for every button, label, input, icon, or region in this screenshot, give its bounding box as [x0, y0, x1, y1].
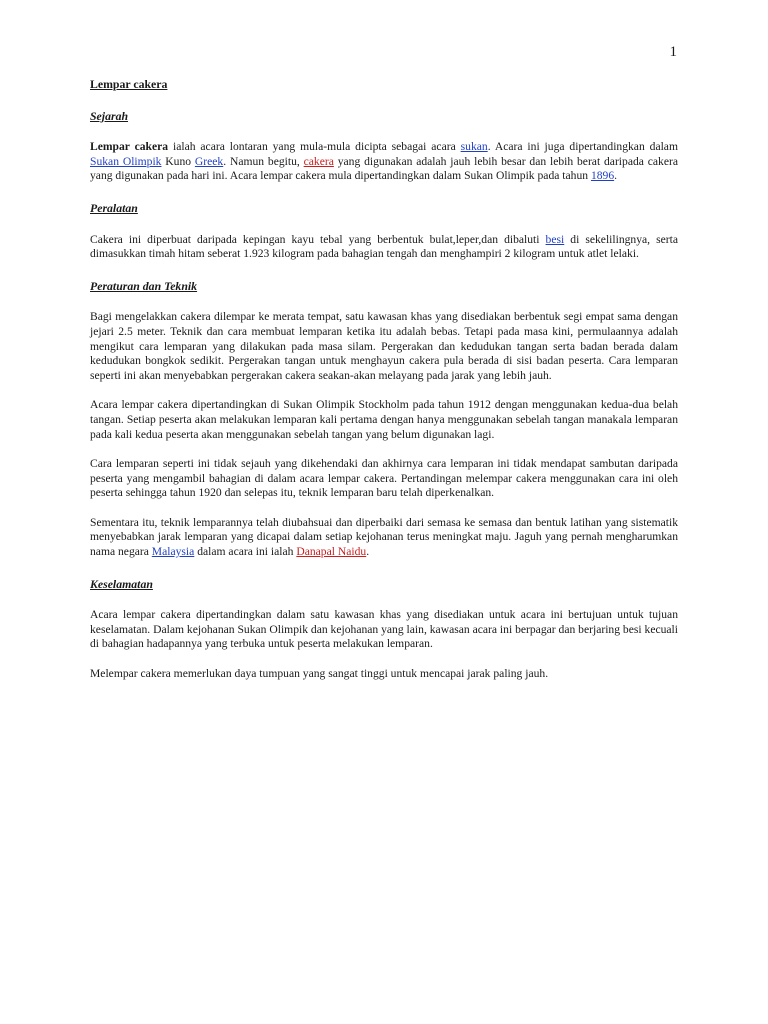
paragraph-peraturan-2: Acara lempar cakera dipertandingkan di Sukan Olimpik Stockholm pada tahun 1912 dengan menggunakan kedua-dua belah tangan. Setiap peserta akan melakukan lemparan kali pertama dengan hanya menggunakan sebelah tangan manakala lemparan pada kali kedua peserta akan menggunakan sebelah tangan yang belum digunakan lagi. [90, 398, 678, 441]
link-1896[interactable]: 1896 [590, 169, 615, 183]
text-run: . Namun begitu, [223, 154, 304, 168]
paragraph-keselamatan-1: Acara lempar cakera dipertandingkan dalam satu kawasan khas yang disediakan untuk acara ini bertujuan untuk tujuan keselamatan. Dalam kejohanan Sukan Olimpik dan kejohanan yang lain, kawasan acara ini berpagar dan berjaring besi kecuali di bahagian hadapannya yang terbuka untuk peserta melakukan lemparan. [90, 608, 678, 651]
paragraph-peraturan-4 [90, 516, 678, 560]
text-run: ialah acara lontaran yang mula-mula dicipta sebagai acara [168, 140, 461, 154]
paragraph-peraturan-1: Bagi mengelakkan cakera dilempar ke merata tempat, satu kawasan khas yang disediakan berbentuk segi empat sama dengan jejari 2.5 meter. Teknik dan cara membuat lemparan ketika itu adalah bebas. Tetapi pada masa kini, permulaannya adalah mengikut cara lemparan yang dilakukan pada masa silam. Pergerakan dan kedudukan tangan serta badan berada dalam kedudukan bongkok sedikit. Pergerakan tangan untuk menghayun cakera pula berada di sisi badan peserta. Cara lemparan seperti ini akan menyebabkan pergerakan cakera seakan-akan melayang pada jarak yang lebih jauh. [90, 310, 678, 382]
link-danapal-naidu[interactable]: Danapal Naidu [296, 545, 367, 559]
link-malaysia[interactable]: Malaysia [151, 545, 195, 559]
link-greek[interactable]: Greek [194, 154, 224, 168]
paragraph-sejarah [90, 140, 678, 184]
heading-keselamatan: Keselamatan [90, 576, 153, 591]
bold-lead-text: Lempar cakera [90, 140, 169, 154]
paragraph-keselamatan-2: Melempar cakera memerlukan daya tumpuan yang sangat tinggi untuk mencapai jarak paling jauh. [90, 667, 549, 681]
paragraph-peraturan-3: Cara lemparan seperti ini tidak sejauh yang dikehendaki dan akhirnya cara lemparan ini tidak mendapat sambutan daripada peserta yang mengambil bahagian di dalam acara lempar cakera. Pertandingan melempar cakera menggunakan cara ini oleh peserta sehingga tahun 1920 dan selepas itu, teknik lemparan baru telah diperkenalkan. [90, 457, 678, 500]
link-sukan-olimpik[interactable]: Sukan Olimpik [90, 154, 162, 168]
document-title: Lempar cakera [90, 77, 168, 91]
text-run: Cakera ini diperbuat daripada kepingan kayu tebal yang berbentuk bulat,leper,dan dibaluti [90, 232, 546, 246]
link-besi[interactable]: besi [545, 232, 565, 246]
text-run: . Acara ini juga dipertandingkan dalam [487, 140, 678, 154]
text-run: yang digunakan adalah jauh lebih besar dan lebih berat daripada cakera yang digunakan pada hari ini. Acara lempar cakera mula dipertandingkan dalam Sukan Olimpik pada tahun [90, 154, 678, 183]
heading-peraturan-dan-teknik: Peraturan dan Teknik [90, 278, 198, 293]
heading-sejarah: Sejarah [90, 108, 129, 123]
text-run: Sementara itu, teknik lemparannya telah diubahsuai dan diperbaiki dari semasa ke semasa dan bentuk latihan yang sistematik menyebabkan jarak lemparan yang dicapai dalam setiap kejohanan terus meningkat maju. Jaguh yang pernah mengharumkan nama negara [90, 515, 678, 559]
text-run: . [614, 169, 618, 183]
text-run: . [366, 545, 370, 559]
document-body [90, 77, 678, 697]
page-number: 1 [669, 44, 677, 60]
text-run: di sekelilingnya, serta dimasukkan timah hitam seberat 1.923 kilogram pada bahagian tengah dan menghampiri 2 kilogram untuk atlet lelaki. [90, 232, 678, 261]
heading-peralatan: Peralatan [90, 200, 138, 215]
link-sukan[interactable]: sukan [460, 140, 488, 154]
text-run: dalam acara ini ialah [194, 545, 297, 559]
paragraph-peralatan [90, 233, 678, 262]
link-cakera[interactable]: cakera [303, 154, 334, 168]
text-run: Kuno [161, 154, 195, 168]
